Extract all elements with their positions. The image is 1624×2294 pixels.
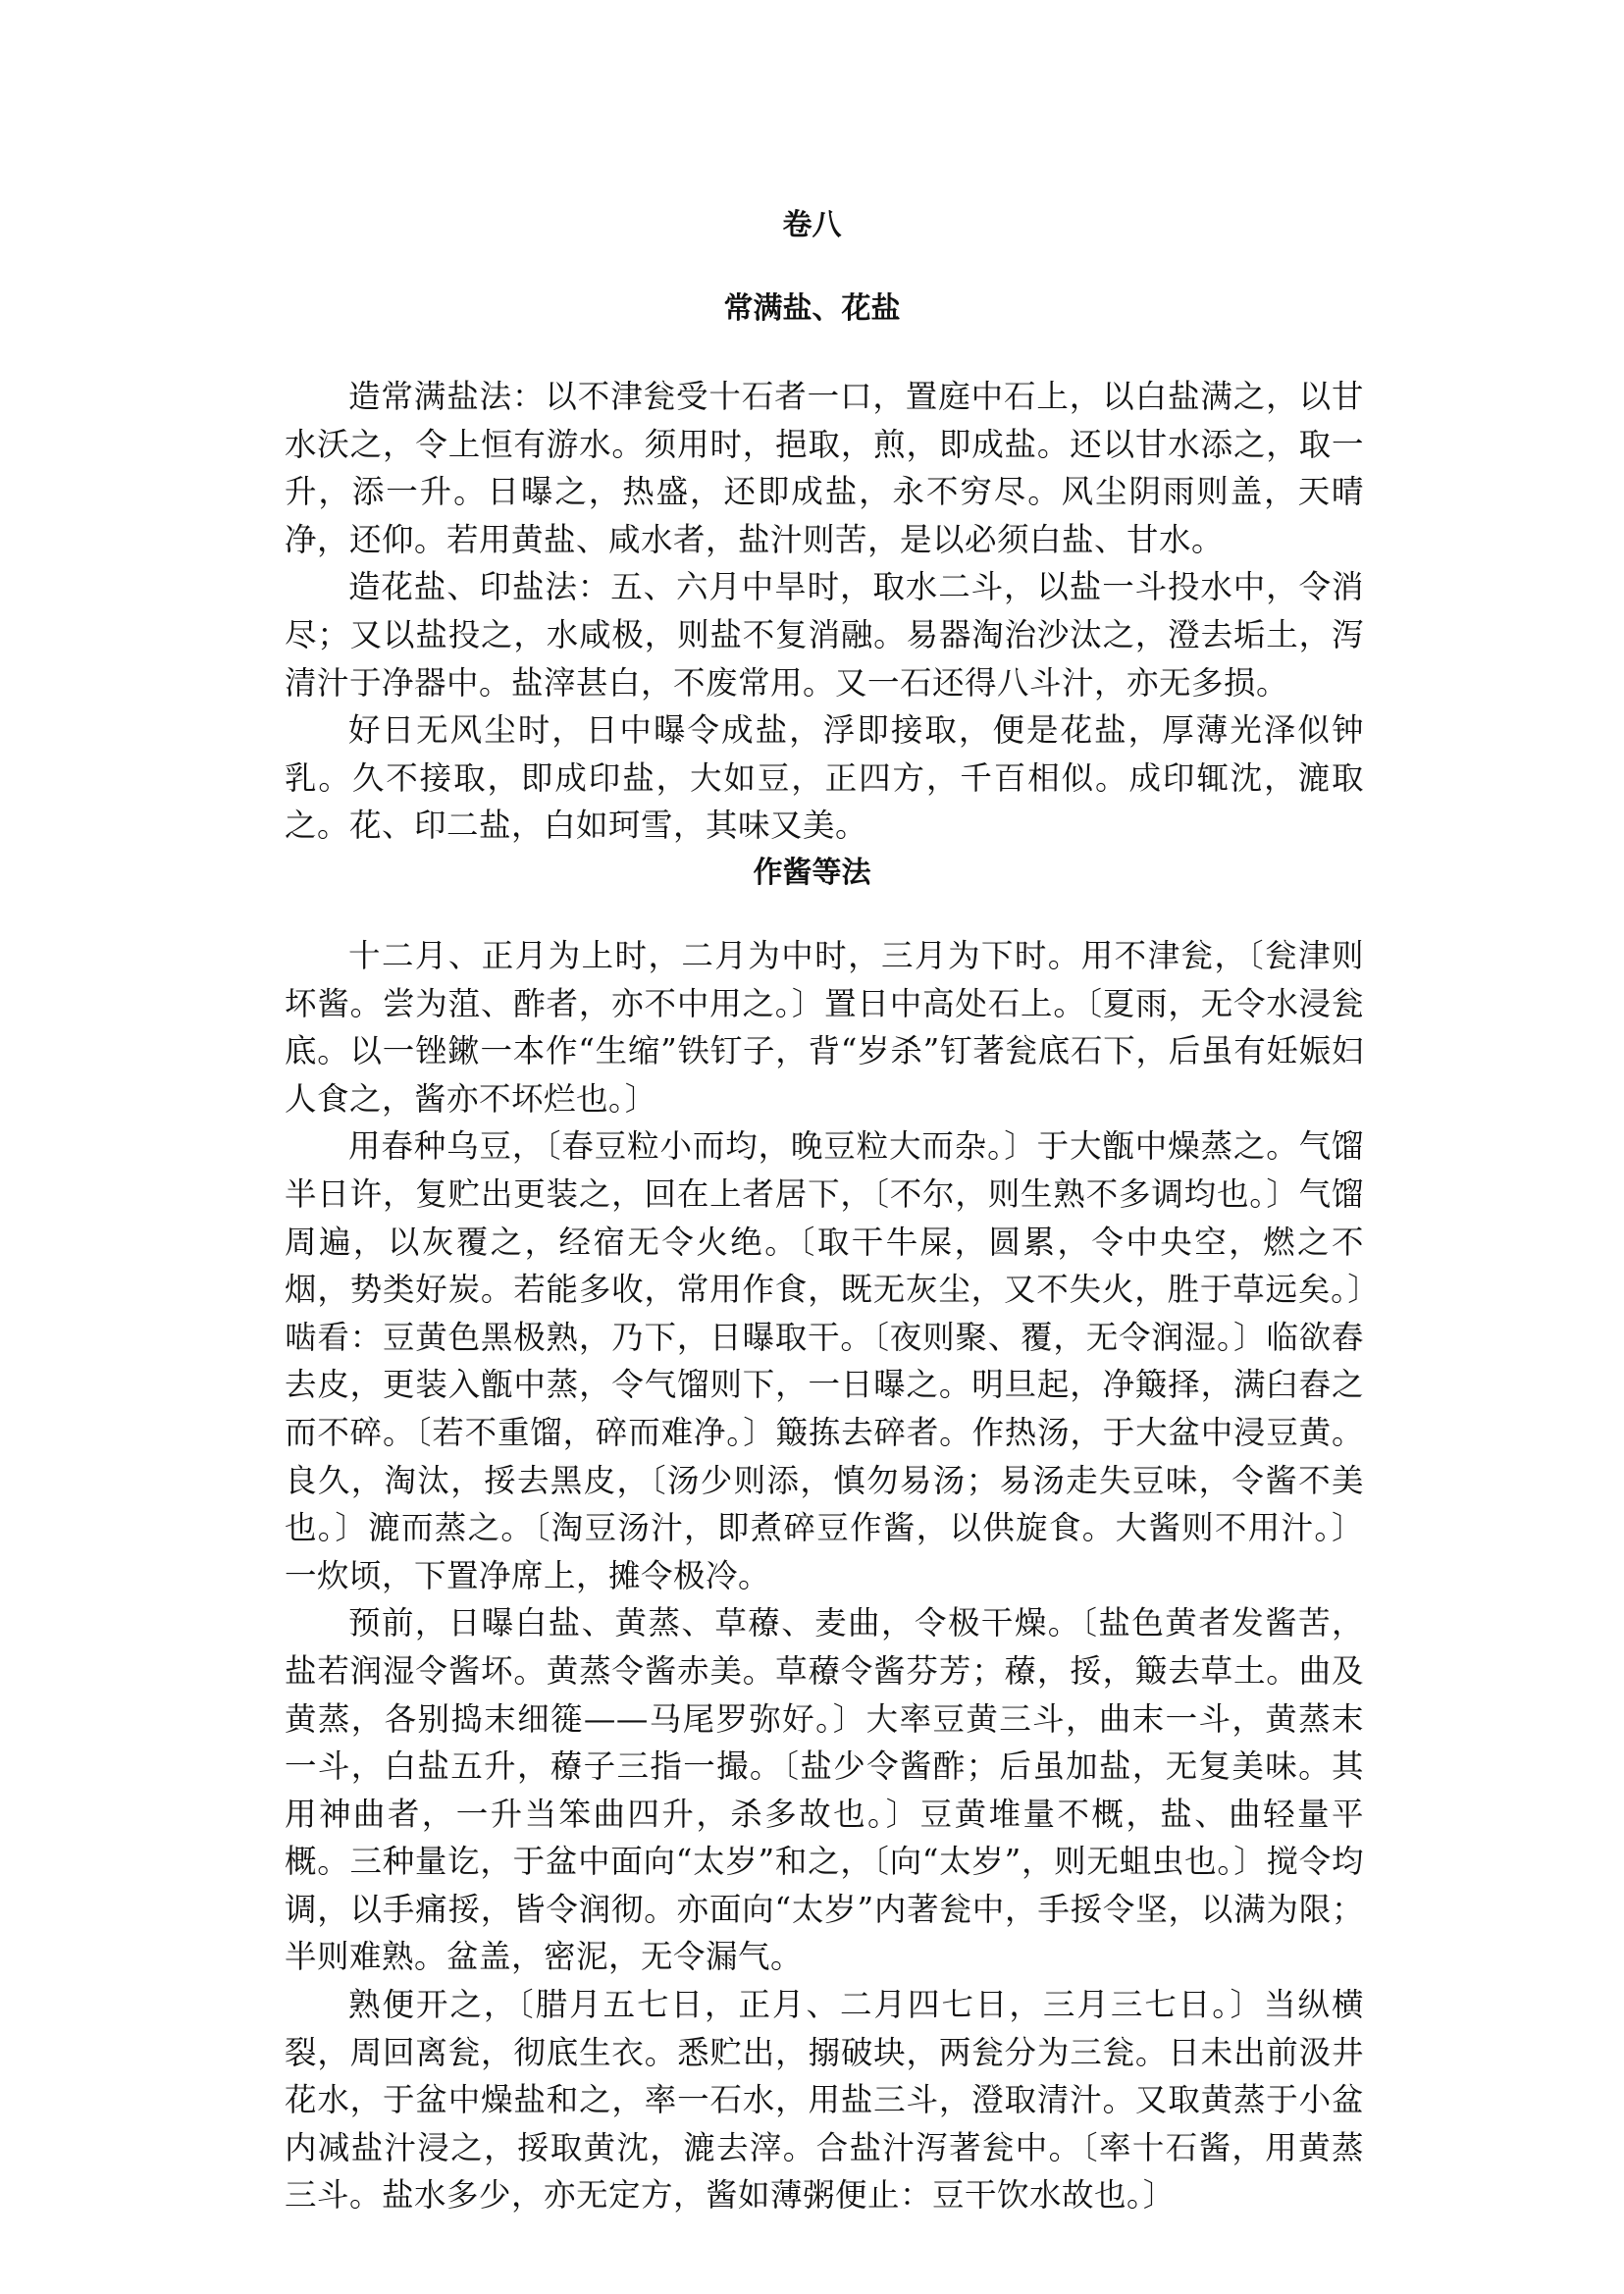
paragraph: 预前，日曝白盐、黄蒸、草䕩、麦曲，令极干燥。〔盐色黄者发酱苦，盐若润湿令酱坏。黄蒸令酱赤美。草䕩令酱芬芳；䕩，挼，簸去草土。曲及黄蒸，各别捣末细簁——马尾罗弥好。〕大率豆黄三斗，曲末一斗，黄蒸末一斗，白盐五升，䕩子三指一撮。〔盐少令酱酢；后虽加盐，无复美味。其用神曲者，一升当笨曲四升，杀多故也。〕豆黄堆量不概，盐、曲轻量平概。三种量讫，于盆中面向“太岁”和之，〔向“太岁”，则无蛆虫也。〕搅令均调，以手痛挼，皆令润彻。亦面向“太岁”内著瓮中，手挼令坚，以满为限；半则难熟。盆盖，密泥，无令漏气。 xyxy=(285,1604,1364,1976)
section-body-sauce xyxy=(285,932,1364,2219)
paragraph: 十二月、正月为上时，二月为中时，三月为下时。用不津瓮，〔瓮津则坏酱。尝为菹、酢者，亦不中用之。〕置日中高处石上。〔夏雨，无令水浸瓮底。以一锉鏉一本作“生缩”铁钉子，背“岁杀”钉著瓮底石下，后虽有妊娠妇人食之，酱亦不坏烂也。〕 xyxy=(285,937,1364,1118)
paragraph: 造常满盐法：以不津瓮受十石者一口，置庭中石上，以白盐满之，以甘水沃之，令上恒有游水。须用时，挹取，煎，即成盐。还以甘水添之，取一升，添一升。日曝之，热盛，还即成盐，永不穷尽。风尘阴雨则盖，天晴净，还仰。若用黄盐、咸水者，盐汁则苦，是以必须白盐、甘水。 xyxy=(285,378,1364,558)
paragraph: 用春种乌豆，〔春豆粒小而均，晚豆粒大而杂。〕于大甑中燥蒸之。气馏半日许，复贮出更装之，回在上者居下，〔不尔，则生熟不多调均也。〕气馏周遍，以灰覆之，经宿无令火绝。〔取干牛屎，圆累，令中央空，燃之不烟，势类好炭。若能多收，常用作食，既无灰尘，又不失火，胜于草远矣。〕啮看：豆黄色黑极熟，乃下，日曝取干。〔夜则聚、覆，无令润湿。〕临欲舂去皮，更装入甑中蒸，令气馏则下，一日曝之。明旦起，净簸择，满臼舂之而不碎。〔若不重馏，碎而难净。〕簸拣去碎者。作热汤，于大盆中浸豆黄。良久，淘汰，挼去黑皮，〔汤少则添，慎勿易汤；易汤走失豆味，令酱不美也。〕漉而蒸之。〔淘豆汤汁，即煮碎豆作酱，以供旋食。大酱则不用汁。〕一炊顷，下置净席上，摊令极冷。 xyxy=(285,1127,1364,1594)
paragraph: 好日无风尘时，日中曝令成盐，浮即接取，便是花盐，厚薄光泽似钟乳。久不接取，即成印盐，大如豆，正四方，千百相似。成印辄沈，漉取之。花、印二盐，白如珂雪，其味又美。 xyxy=(285,711,1364,845)
section-body-salt xyxy=(285,373,1364,850)
paragraph: 造花盐、印盐法：五、六月中旱时，取水二斗，以盐一斗投水中，令消尽；又以盐投之，水咸极，则盐不复消融。易器淘治沙汰之，澄去垢土，泻清汁于净器中。盐滓甚白，不废常用。又一石还得八斗汁，亦无多损。 xyxy=(285,568,1364,702)
section-title-salt: 常满盐、花盐 xyxy=(723,291,901,326)
paragraph: 熟便开之，〔腊月五七日，正月、二月四七日，三月三七日。〕当纵横裂，周回离瓮，彻底生衣。悉贮出，搦破块，两瓮分为三瓮。日未出前汲井花水，于盆中燥盐和之，率一石水，用盐三斗，澄取清汁。又取黄蒸于小盆内减盐汁浸之，挼取黄沈，漉去滓。合盐汁泻著瓮中。〔率十石酱，用黄蒸三斗。盐水多少，亦无定方，酱如薄粥便止：豆干饮水故也。〕 xyxy=(285,1986,1364,2215)
section-title-sauce: 作酱等法 xyxy=(753,856,871,890)
volume-title: 卷八 xyxy=(782,208,842,242)
